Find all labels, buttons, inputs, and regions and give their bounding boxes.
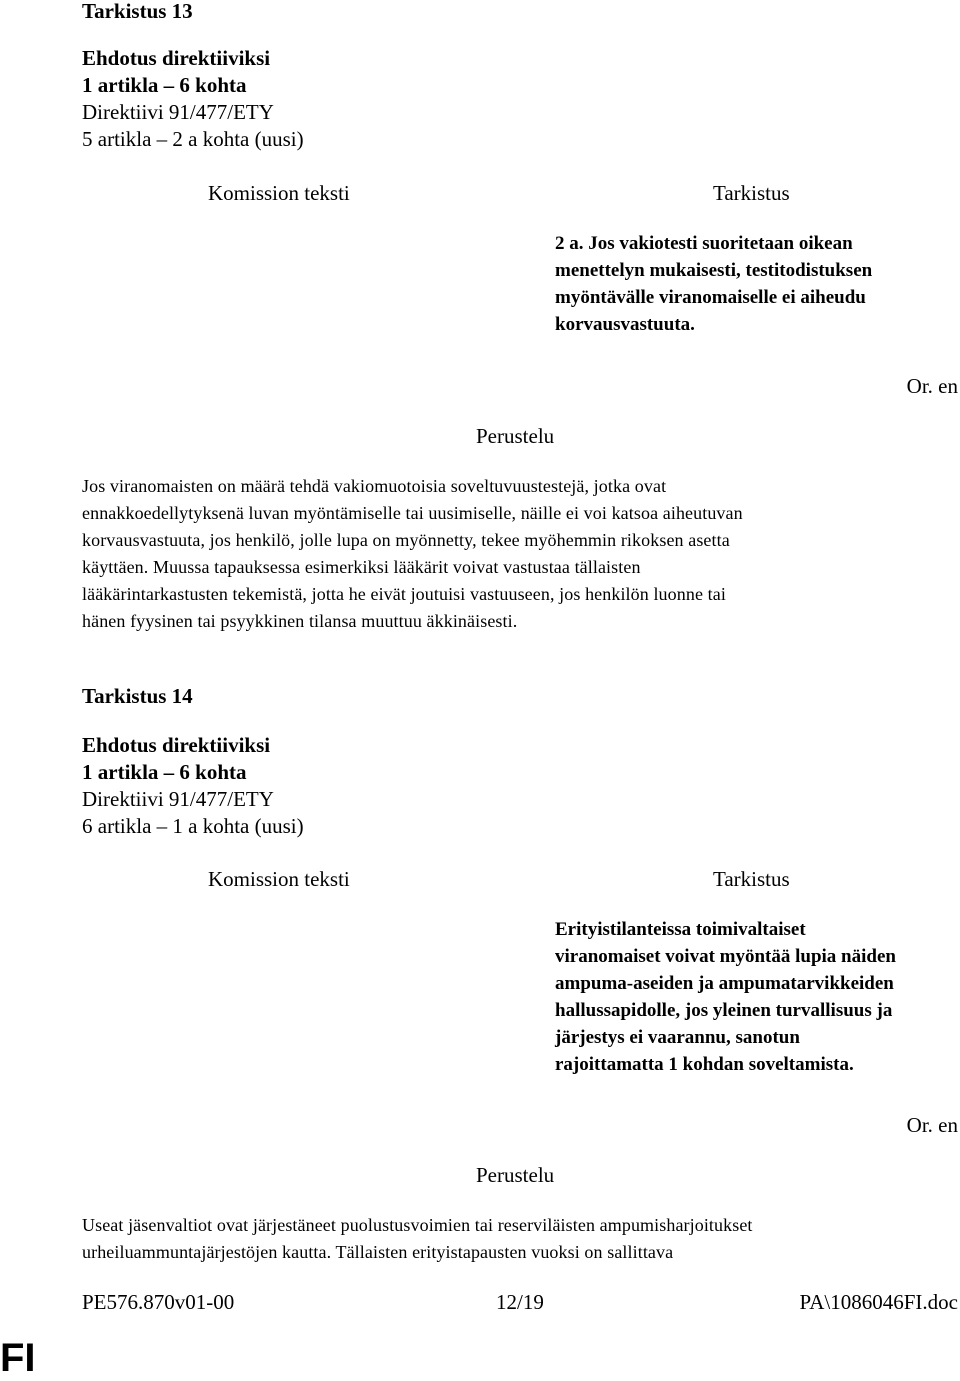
directive-reference: Direktiivi 91/477/ETY <box>82 787 274 811</box>
column-header-commission-text: Komission teksti <box>208 181 350 205</box>
file-name: PA\1086046FI.doc <box>799 1290 958 1314</box>
original-language: Or. en <box>906 1113 958 1137</box>
article-reference: 1 artikla – 6 kohta <box>82 73 247 97</box>
amendment-title: Tarkistus 13 <box>82 0 193 23</box>
amendment-text-line: hallussapidolle, jos yleinen turvallisuus ja <box>555 1000 893 1021</box>
amendment-text-line: 2 a. Jos vakiotesti suoritetaan oikean <box>555 233 853 254</box>
justification-line: käyttäen. Muussa tapauksessa esimerkiksi lääkärit voivat vastustaa tällaisten <box>82 557 641 577</box>
column-header-amendment: Tarkistus <box>713 181 790 205</box>
amendment-text-line: järjestys ei vaarannu, sanotun <box>555 1027 800 1048</box>
amendment-text-line: viranomaiset voivat myöntää lupia näiden <box>555 946 896 967</box>
justification-line: ennakkoedellytyksenä luvan myöntämiselle tai uusimiselle, näille ei voi katsoa aiheutuvan <box>82 503 743 523</box>
language-badge: FI <box>0 1336 36 1380</box>
amendment-text-line: myöntävälle viranomaiselle ei aiheudu <box>555 287 866 308</box>
document-reference: PE576.870v01-00 <box>82 1290 235 1314</box>
justification-heading: Perustelu <box>476 1163 555 1187</box>
amendment-text-line: menettelyn mukaisesti, testitodistuksen <box>555 260 873 281</box>
target-reference: 5 artikla – 2 a kohta (uusi) <box>82 127 304 151</box>
column-header-amendment: Tarkistus <box>713 867 790 891</box>
amendment-text-line: Erityistilanteissa toimivaltaiset <box>555 919 806 940</box>
column-header-commission-text: Komission teksti <box>208 867 350 891</box>
original-language: Or. en <box>906 374 958 398</box>
article-reference: 1 artikla – 6 kohta <box>82 760 247 784</box>
amendment-text-line: korvausvastuuta. <box>555 314 695 335</box>
justification-line: urheiluammuntajärjestöjen kautta. Tällaisten erityistapausten vuoksi on sallittava <box>82 1242 674 1262</box>
target-reference: 6 artikla – 1 a kohta (uusi) <box>82 814 304 838</box>
justification-line: lääkärintarkastusten tekemistä, jotta he eivät joutuisi vastuuseen, jos henkilön luonne tai <box>82 584 726 604</box>
justification-line: korvausvastuuta, jos henkilö, jolle lupa on myönnetty, tekee myöhemmin rikoksen asetta <box>82 530 730 550</box>
justification-line: Useat jäsenvaltiot ovat järjestäneet puolustusvoimien tai reserviläisten ampumisharjoitukset <box>82 1215 753 1235</box>
amendment-text-line: rajoittamatta 1 kohdan soveltamista. <box>555 1054 854 1075</box>
justification-heading: Perustelu <box>476 424 555 448</box>
proposal-label: Ehdotus direktiiviksi <box>82 733 271 757</box>
amendment-text-line: ampuma-aseiden ja ampumatarvikkeiden <box>555 973 894 994</box>
justification-line: hänen fyysinen tai psyykkinen tilansa muuttuu äkkinäisesti. <box>82 611 518 631</box>
directive-reference: Direktiivi 91/477/ETY <box>82 100 274 124</box>
proposal-label: Ehdotus direktiiviksi <box>82 46 271 70</box>
page-number: 12/19 <box>496 1290 544 1314</box>
amendment-title: Tarkistus 14 <box>82 684 193 708</box>
justification-line: Jos viranomaisten on määrä tehdä vakiomuotoisia soveltuvuustestejä, jotka ovat <box>82 476 667 496</box>
